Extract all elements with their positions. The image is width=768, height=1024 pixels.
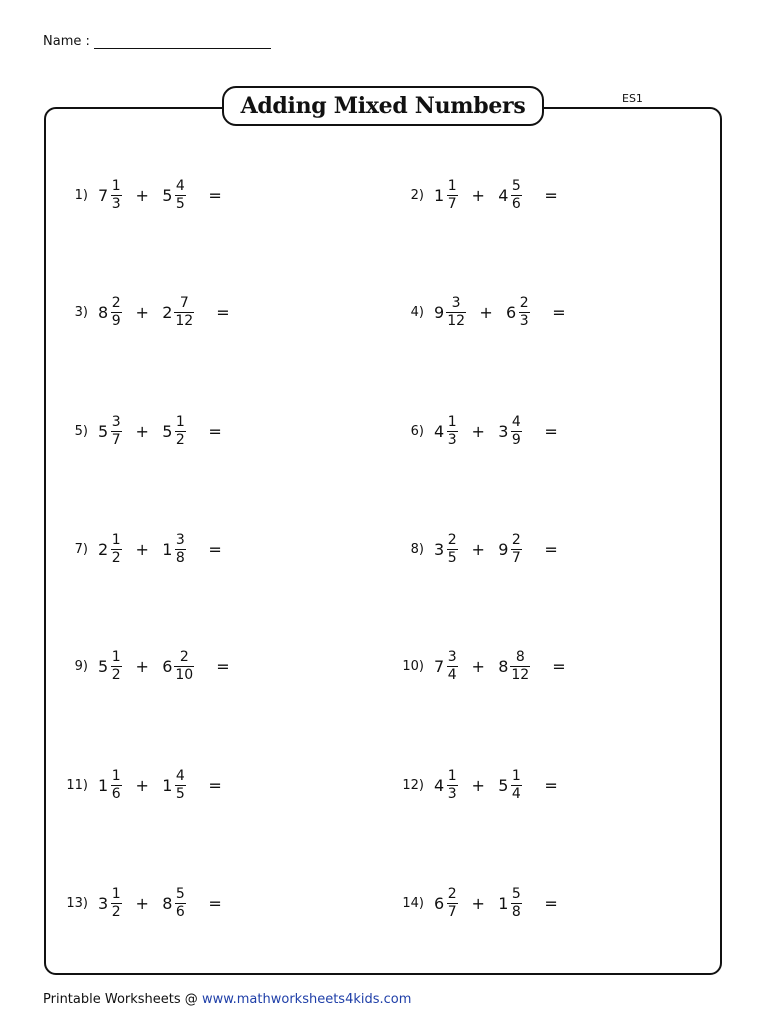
name-label: Name : (43, 34, 90, 49)
second-denominator: 5 (175, 195, 185, 212)
first-whole: 1 (434, 185, 445, 205)
problem-2 (396, 175, 558, 215)
problem-number: 10) (402, 658, 424, 674)
problem-11 (60, 765, 222, 805)
first-numerator: 2 (111, 294, 121, 311)
worksheet-title: Adding Mixed Numbers (240, 93, 526, 119)
problem-number: 9) (74, 658, 88, 674)
second-fraction (510, 769, 522, 802)
first-whole: 5 (98, 656, 109, 676)
first-fraction (110, 179, 122, 212)
first-denominator: 4 (447, 666, 457, 683)
first-denominator: 9 (111, 312, 121, 329)
first-numerator: 3 (451, 294, 461, 311)
problem-8 (396, 529, 558, 569)
second-denominator: 3 (519, 312, 529, 329)
first-whole: 4 (434, 775, 445, 795)
second-whole: 1 (162, 775, 173, 795)
plus-sign: + (471, 893, 485, 913)
problem-number: 14) (402, 895, 424, 911)
problem-4 (396, 292, 566, 332)
second-whole: 5 (498, 775, 509, 795)
problem-number: 4) (410, 304, 424, 320)
problem-13 (60, 883, 222, 923)
problem-number: 2) (410, 187, 424, 203)
problem-6 (396, 411, 558, 451)
equals-sign: = (216, 656, 230, 676)
second-numerator: 3 (175, 531, 185, 548)
second-fraction (174, 296, 194, 329)
name-blank-line (94, 35, 271, 49)
second-numerator: 2 (511, 531, 521, 548)
first-whole: 8 (98, 302, 109, 322)
second-numerator: 4 (175, 767, 185, 784)
first-fraction (110, 769, 122, 802)
first-numerator: 1 (111, 767, 121, 784)
second-denominator: 2 (175, 431, 185, 448)
first-whole: 2 (98, 539, 109, 559)
problem-5 (60, 411, 222, 451)
second-numerator: 2 (519, 294, 529, 311)
second-whole: 5 (162, 185, 173, 205)
equals-sign: = (544, 539, 558, 559)
first-fraction (110, 415, 122, 448)
second-whole: 8 (498, 656, 509, 676)
first-numerator: 1 (111, 531, 121, 548)
second-whole: 2 (162, 302, 173, 322)
first-numerator: 1 (447, 413, 457, 430)
problem-number: 6) (410, 423, 424, 439)
equals-sign: = (552, 302, 566, 322)
first-fraction (110, 650, 122, 683)
first-numerator: 1 (111, 177, 121, 194)
plus-sign: + (135, 185, 149, 205)
first-denominator: 7 (447, 195, 457, 212)
second-fraction (510, 887, 522, 920)
first-denominator: 12 (447, 312, 466, 329)
plus-sign: + (135, 539, 149, 559)
second-denominator: 7 (511, 549, 521, 566)
second-whole: 6 (162, 656, 173, 676)
first-denominator: 7 (111, 431, 121, 448)
first-fraction (446, 415, 458, 448)
plus-sign: + (471, 539, 485, 559)
first-whole: 7 (98, 185, 109, 205)
plus-sign: + (135, 775, 149, 795)
second-fraction (510, 415, 522, 448)
second-whole: 4 (498, 185, 509, 205)
second-numerator: 4 (511, 413, 521, 430)
second-fraction (174, 650, 194, 683)
plus-sign: + (471, 775, 485, 795)
problem-12 (396, 765, 558, 805)
second-denominator: 6 (175, 903, 185, 920)
second-whole: 9 (498, 539, 509, 559)
first-denominator: 3 (111, 195, 121, 212)
second-denominator: 12 (175, 312, 194, 329)
equals-sign: = (544, 185, 558, 205)
plus-sign: + (471, 185, 485, 205)
second-numerator: 5 (175, 885, 185, 902)
second-fraction (174, 415, 186, 448)
plus-sign: + (135, 302, 149, 322)
plus-sign: + (135, 893, 149, 913)
first-numerator: 1 (111, 885, 121, 902)
equals-sign: = (208, 185, 222, 205)
second-numerator: 8 (515, 648, 525, 665)
plus-sign: + (135, 421, 149, 441)
first-denominator: 2 (111, 903, 121, 920)
first-fraction (110, 296, 122, 329)
second-fraction (510, 650, 530, 683)
second-denominator: 6 (511, 195, 521, 212)
footer-text: Printable Worksheets @ (43, 992, 202, 1007)
first-whole: 9 (434, 302, 445, 322)
first-fraction (110, 887, 122, 920)
first-fraction (110, 533, 122, 566)
second-fraction (510, 179, 522, 212)
second-denominator: 5 (175, 785, 185, 802)
first-numerator: 1 (447, 767, 457, 784)
sheet-code: ES1 (622, 92, 643, 105)
equals-sign: = (544, 775, 558, 795)
first-numerator: 2 (447, 531, 457, 548)
first-denominator: 5 (447, 549, 457, 566)
second-numerator: 5 (511, 177, 521, 194)
name-row (43, 34, 271, 49)
second-fraction (510, 533, 522, 566)
footer (43, 992, 411, 1007)
second-whole: 1 (498, 893, 509, 913)
plus-sign: + (471, 421, 485, 441)
first-denominator: 6 (111, 785, 121, 802)
second-fraction (518, 296, 530, 329)
first-denominator: 3 (447, 785, 457, 802)
problem-9 (60, 646, 230, 686)
first-fraction (446, 769, 458, 802)
second-numerator: 1 (175, 413, 185, 430)
second-fraction (174, 179, 186, 212)
second-denominator: 12 (511, 666, 530, 683)
problem-7 (60, 529, 222, 569)
problem-14 (396, 883, 558, 923)
second-fraction (174, 533, 186, 566)
second-denominator: 4 (511, 785, 521, 802)
problem-3 (60, 292, 230, 332)
equals-sign: = (544, 893, 558, 913)
second-denominator: 8 (511, 903, 521, 920)
problem-number: 3) (74, 304, 88, 320)
title-box (222, 86, 544, 126)
first-fraction (446, 533, 458, 566)
first-fraction (446, 179, 458, 212)
second-whole: 3 (498, 421, 509, 441)
second-numerator: 4 (175, 177, 185, 194)
problem-1 (60, 175, 222, 215)
equals-sign: = (552, 656, 566, 676)
first-fraction (446, 887, 458, 920)
first-whole: 7 (434, 656, 445, 676)
first-whole: 1 (98, 775, 109, 795)
first-whole: 3 (434, 539, 445, 559)
second-whole: 6 (506, 302, 517, 322)
first-fraction (446, 296, 466, 329)
plus-sign: + (135, 656, 149, 676)
problem-number: 8) (410, 541, 424, 557)
problem-number: 5) (74, 423, 88, 439)
first-numerator: 2 (447, 885, 457, 902)
problem-number: 13) (66, 895, 88, 911)
second-whole: 8 (162, 893, 173, 913)
second-fraction (174, 887, 186, 920)
first-numerator: 1 (111, 648, 121, 665)
equals-sign: = (208, 775, 222, 795)
first-numerator: 1 (447, 177, 457, 194)
problem-10 (396, 646, 566, 686)
problem-number: 1) (74, 187, 88, 203)
second-numerator: 2 (179, 648, 189, 665)
plus-sign: + (479, 302, 493, 322)
first-fraction (446, 650, 458, 683)
second-numerator: 5 (511, 885, 521, 902)
problem-number: 12) (402, 777, 424, 793)
first-denominator: 2 (111, 666, 121, 683)
second-numerator: 1 (511, 767, 521, 784)
second-denominator: 10 (175, 666, 194, 683)
second-whole: 5 (162, 421, 173, 441)
equals-sign: = (208, 421, 222, 441)
first-whole: 6 (434, 893, 445, 913)
problem-number: 11) (66, 777, 88, 793)
first-numerator: 3 (111, 413, 121, 430)
first-whole: 4 (434, 421, 445, 441)
first-whole: 3 (98, 893, 109, 913)
problem-number: 7) (74, 541, 88, 557)
first-whole: 5 (98, 421, 109, 441)
first-denominator: 3 (447, 431, 457, 448)
second-denominator: 9 (511, 431, 521, 448)
equals-sign: = (208, 539, 222, 559)
footer-link[interactable]: www.mathworksheets4kids.com (201, 992, 412, 1007)
equals-sign: = (216, 302, 230, 322)
second-whole: 1 (162, 539, 173, 559)
second-numerator: 7 (179, 294, 189, 311)
equals-sign: = (544, 421, 558, 441)
plus-sign: + (471, 656, 485, 676)
first-denominator: 7 (447, 903, 457, 920)
first-numerator: 3 (447, 648, 457, 665)
second-fraction (174, 769, 186, 802)
first-denominator: 2 (111, 549, 121, 566)
second-denominator: 8 (175, 549, 185, 566)
equals-sign: = (208, 893, 222, 913)
